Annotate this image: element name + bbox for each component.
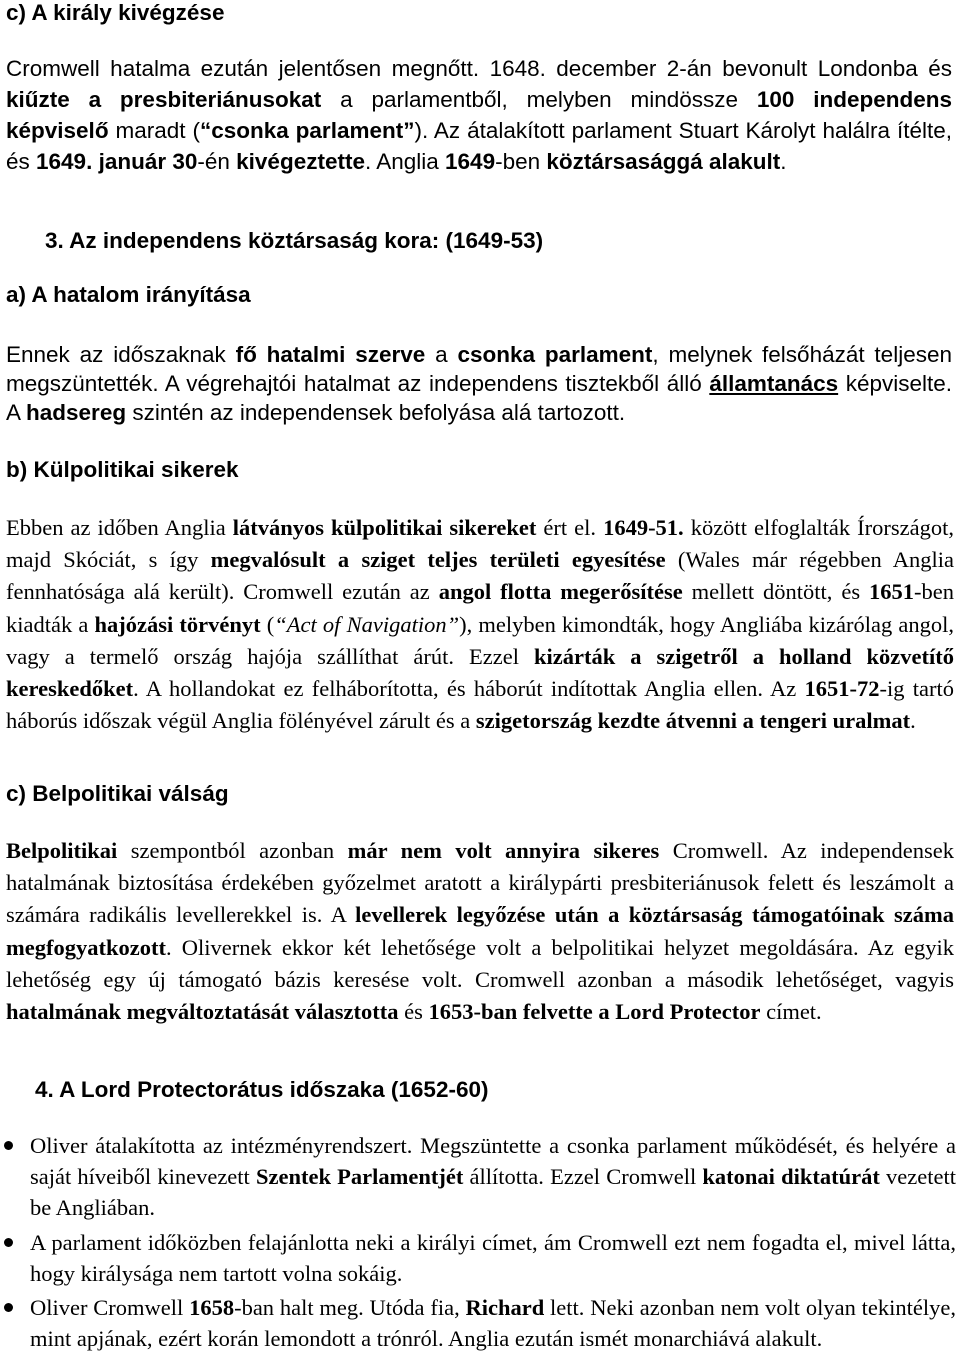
emphasis-text: hatalmának megváltoztatását választotta — [6, 999, 399, 1025]
emphasis-text: látványos külpolitikai sikereket — [232, 515, 537, 540]
subsection-b-heading: b) Külpolitikai sikerek — [6, 457, 239, 482]
bullet-icon — [4, 1141, 13, 1150]
emphasis-text: hadsereg — [26, 400, 127, 425]
emphasis-text: levellerek legyőzése után a köztársaság támogatóinak száma megfogyatkozott — [6, 902, 954, 960]
emphasis-text: 1651-72 — [804, 676, 880, 702]
paragraph-power: Ennek az időszaknak fő hatalmi szerve a csonka parlament, melynek felsőházát teljesen megszüntették. A végrehajtói hatalmat az independens tisztekből álló államtanács képviselte. A hadsereg szintén az independensek befolyása alá tartozott. — [6, 342, 952, 425]
paragraph-foreign-policy: Ebben az időben Anglia látványos külpolitikai sikereket ért el. 1649-51. között elfoglalták Írországot, majd Skóciát, s így megvalósult a sziget teljes területi egyesítése (Wales már régebben Anglia fennhatósága alá került). Cromwell ezután az angol flotta megerősítése mellett döntött, és 1651-ben kiadták a hajózási törvényt (“Act of Navigation”), melyben kimondták, hogy Angliába kizárólag angol, vagy a termelő ország hajója szállíthat árút. Ezzel kizárták a szigetről a holland közvetítő kereskedőket. A hollandokat ez felháborította, és háborút indítottak Anglia ellen. Az 1651-72-ig tartó háborús időszak végül Anglia fölényével zárult és a szigetország kezdte átvenni a tengeri uralmat. — [6, 515, 955, 734]
emphasis-text: fő hatalmi szerve — [235, 342, 426, 367]
section-4-heading: 4. A Lord Protectorátus időszaka (1652-60) — [35, 1077, 489, 1102]
section-3-heading: 3. Az independens köztársaság kora: (1649-53) — [45, 228, 544, 253]
italic-text: “Act of Navigation” — [274, 611, 460, 637]
emphasis-text: 1658 — [189, 1295, 235, 1321]
protectorate-bullet-list — [0, 1130, 956, 1357]
emphasis-text: kivégeztette — [236, 149, 365, 174]
list-item: Oliver Cromwell 1658-ban halt meg. Utóda fia, Richard lett. Neki azonban nem volt olyan tekintélye, mint apjának, ezért korán lemondott a trónról. Anglia ezután ismét monarchiává alakult. — [0, 1292, 956, 1354]
emphasis-text: köztársasággá alakult — [546, 149, 781, 174]
emphasis-text: 1649-51. — [603, 515, 684, 540]
paragraph-king-execution: Cromwell hatalma ezután jelentősen megnőtt. 1648. december 2-án bevonult Londonba és kiűzte a presbiteriánusokat a parlamentből, melyben mindössze 100 independens képviselő maradt (“csonka parlament”). Az átalakított parlament Stuart Károlyt halálra ítélte, és 1649. január 30-én kivégeztette. Anglia 1649-ben köztársasággá alakult. — [6, 56, 952, 174]
emphasis-text: hajózási törvényt — [94, 611, 261, 637]
paragraph-domestic-crisis: Belpolitikai szempontból azonban már nem volt annyira sikeres Cromwell. Az independensek hatalmának biztosítása érdekében győzelmet aratott a királypárti presbiteriánusok felett és leszámolt a számára radikális levellerekkel is. A levellerek legyőzése után a köztársaság támogatóinak száma megfogyatkozott. Olivernek ekkor két lehetősége volt a belpolitikai helyzet megoldására. Az egyik lehetőség egy új támogató bázis keresése volt. Cromwell azonban a második lehetőséget, vagyis hatalmának megváltoztatását választotta és 1653-ban felvette a Lord Protector címet. — [6, 838, 955, 1025]
emphasis-text: Szentek Parlamentjét — [255, 1164, 464, 1190]
subsection-c-heading: c) Belpolitikai válság — [6, 781, 229, 806]
bullet-icon — [4, 1238, 13, 1247]
emphasis-text: 100 independens képviselő — [6, 87, 952, 143]
subsection-a-heading: a) A hatalom irányítása — [6, 282, 251, 307]
emphasis-text: Belpolitikai — [6, 838, 118, 863]
emphasis-text: katonai diktatúrát — [702, 1164, 880, 1190]
emphasis-text: 1651 — [869, 579, 914, 605]
emphasis-text: “csonka parlament” — [199, 118, 415, 143]
emphasis-text: kiűzte a presbiteriánusokat — [6, 87, 322, 112]
emphasis-text: Richard — [465, 1295, 545, 1321]
list-item: A parlament időközben felajánlotta neki a királyi címet, ám Cromwell ezt nem fogadta el, mivel látta, hogy királysága nem tartott volna sokáig. — [0, 1227, 956, 1289]
emphasis-text: kizárták a szigetről a holland közvetítő kereskedőket — [6, 643, 954, 702]
emphasis-text: 1649. január 30 — [36, 149, 198, 174]
emphasis-text: megvalósult a sziget teljes területi egyesítése — [210, 547, 666, 573]
section-c-heading: c) A király kivégzése — [6, 0, 225, 25]
emphasis-text: angol flotta megerősítése — [438, 579, 683, 605]
bullet-icon — [4, 1303, 13, 1312]
emphasis-text: 1653-ban felvette a Lord Protector — [428, 999, 761, 1025]
emphasis-text: államtanács — [709, 371, 839, 396]
emphasis-text: csonka parlament — [457, 342, 653, 367]
emphasis-text: 1649 — [445, 149, 496, 174]
emphasis-text: szigetország kezdte átvenni a tengeri uralmat — [475, 708, 911, 734]
emphasis-text: már nem volt annyira sikeres — [347, 838, 660, 863]
list-item: Oliver átalakította az intézményrendszert. Megszüntette a csonka parlament működését, és helyére a saját híveiből kinevezett Szentek Parlamentjét állította. Ezzel Cromwell katonai diktatúrát vezetett be Angliában. — [0, 1130, 956, 1224]
